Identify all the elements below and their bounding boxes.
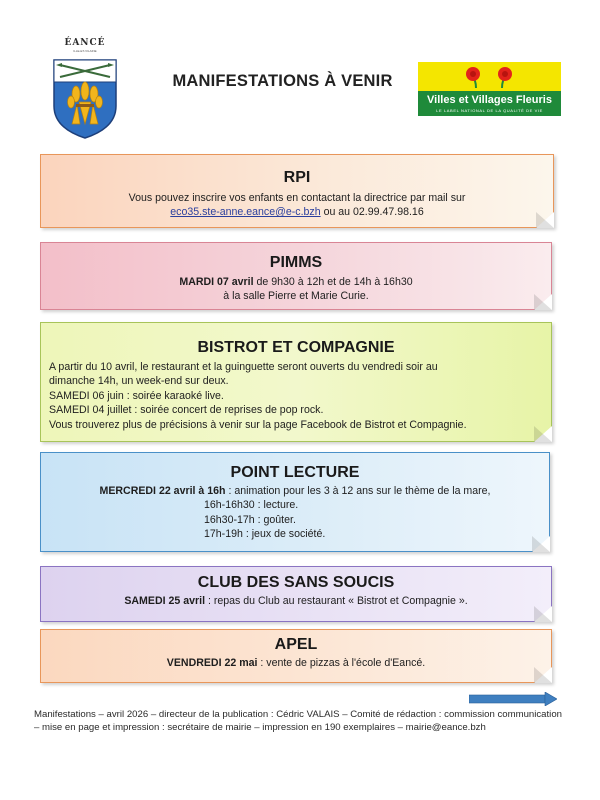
section-rpi: [40, 154, 554, 228]
rpi-email-link[interactable]: eco35.ste-anne.eance@e-c.bzh: [170, 206, 321, 219]
apel-date: VENDREDI 22 mai: [166, 657, 258, 669]
lecture-line-1: [41, 484, 549, 498]
section-apel: [40, 629, 552, 683]
lecture-item-1: 16h-16h30 : lecture.: [204, 499, 299, 512]
flowers-icon: [462, 66, 518, 90]
bistrot-line-4: SAMEDI 04 juillet : soirée concert de reprises de pop rock.: [49, 404, 324, 417]
pimms-place: à la salle Pierre et Marie Curie.: [223, 290, 369, 303]
lecture-description: : animation pour les 3 à 12 ans sur le thème de la mare,: [225, 485, 491, 497]
lecture-item-2: 16h30-17h : goûter.: [204, 513, 296, 526]
pimms-date: MARDI 07 avril: [179, 276, 254, 288]
town-name: ÉANCÉ: [64, 38, 106, 48]
bistrot-line-1: A partir du 10 avril, le restaurant et la guinguette seront ouverts du vendredi soir au: [49, 361, 438, 373]
rpi-line-2: [41, 205, 553, 219]
section-title: BISTROT ET COMPAGNIE: [197, 339, 395, 356]
villes-villages-fleuris-logo: [418, 62, 561, 116]
section-title: RPI: [283, 169, 311, 186]
club-date: SAMEDI 25 avril: [124, 595, 206, 607]
section-bistrot: [40, 322, 552, 442]
section-point-lecture: [40, 452, 550, 552]
section-club-des-sans-soucis: [40, 566, 552, 622]
section-pimms: [40, 242, 552, 310]
page-title: MANIFESTATIONS À VENIR: [172, 72, 393, 90]
section-title: POINT LECTURE: [230, 464, 360, 481]
apel-line: [41, 656, 551, 670]
arrow-right-icon: [469, 692, 557, 706]
coat-of-arms-icon: [52, 58, 118, 140]
apel-description: : vente de pizzas à l'école d'Eancé.: [257, 657, 426, 669]
bistrot-line-2: dimanche 14h, un week-end sur deux.: [49, 375, 229, 388]
rpi-phone: ou au 02.99.47.98.16: [320, 206, 424, 219]
club-line: [41, 594, 551, 608]
lecture-item-3: 17h-19h : jeux de société.: [204, 528, 326, 541]
pimms-time: de 9h30 à 12h et de 14h à 16h30: [253, 276, 413, 288]
bistrot-line-3: SAMEDI 06 juin : soirée karaoké live.: [49, 389, 224, 402]
label-subtitle: LE LABEL NATIONAL DE LA QUALITÉ DE VIE: [436, 108, 543, 113]
club-description: : repas du Club au restaurant « Bistrot et Compagnie ».: [205, 595, 468, 607]
section-title: CLUB DES SANS SOUCIS: [197, 574, 395, 591]
footer-credits: Manifestations – avril 2026 – directeur de la publication : Cédric VALAIS – Comité de rédaction : commission communication – mise en page et impression : secrétaire de mairie – impression en 190 exemplaires – mairie@eance.bzh: [34, 709, 562, 734]
pimms-line-1: [41, 275, 551, 289]
label-title: Villes et Villages Fleuris: [427, 94, 552, 106]
section-title: PIMMS: [269, 254, 323, 271]
bistrot-line-5: Vous trouverez plus de précisions à venir sur la page Facebook de Bistrot et Compagnie.: [49, 418, 467, 431]
town-subtitle: ILLE-ET-VILAINE: [73, 49, 97, 53]
section-title: APEL: [274, 636, 318, 653]
lecture-date: MERCREDI 22 avril à 16h: [99, 485, 226, 497]
rpi-line-1: Vous pouvez inscrire vos enfants en contactant la directrice par mail sur: [128, 192, 466, 204]
